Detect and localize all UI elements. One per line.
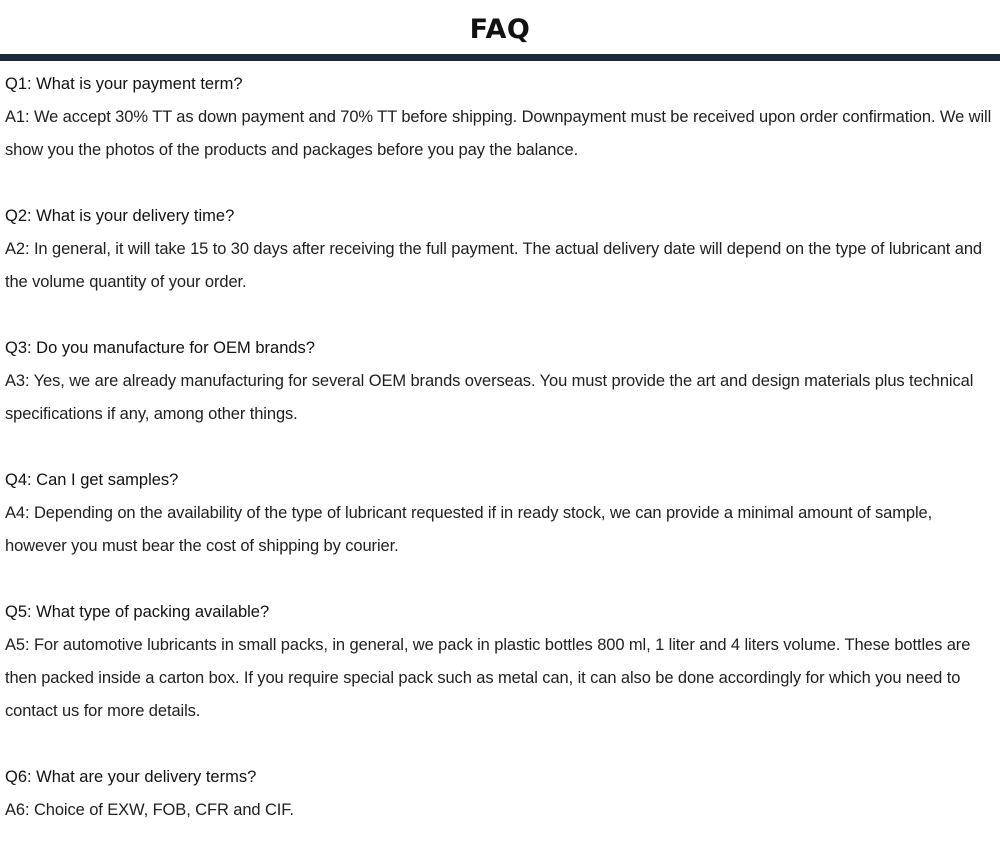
faq-answer: A2: In general, it will take 15 to 30 days after receiving the full payment. The actual delivery date will depend on the type of lubricant and the volume quantity of your order. (5, 240, 983, 291)
faq-question: Q6: What are your delivery terms? (5, 768, 257, 786)
faq-answer: A1: We accept 30% TT as down payment and 70% TT before shipping. Downpayment must be received upon order confirmation. We will show you the photos of the products and packages before you pay the balance. (5, 108, 992, 159)
header-divider (0, 54, 1000, 61)
faq-question: Q4: Can I get samples? (5, 471, 179, 489)
faq-question: Q2: What is your delivery time? (5, 207, 235, 225)
faq-answer: A5: For automotive lubricants in small packs, in general, we pack in plastic bottles 800 ml, 1 liter and 4 liters volume. These bottles are then packed inside a carton box. If you require special pack such as metal can, it can also be done accordingly for which you need to contact us for more details. (5, 636, 971, 720)
faq-item-5 (5, 596, 997, 728)
faq-item-4 (5, 464, 997, 563)
page-header (0, 0, 1000, 62)
faq-item-1 (5, 68, 997, 167)
faq-item-3 (5, 332, 997, 431)
faq-question: Q1: What is your payment term? (5, 75, 243, 93)
faq-answer: A6: Choice of EXW, FOB, CFR and CIF. (5, 801, 294, 819)
page-title: FAQ (469, 14, 531, 45)
faq-list (5, 68, 997, 860)
faq-question: Q5: What type of packing available? (5, 603, 270, 621)
faq-question: Q3: Do you manufacture for OEM brands? (5, 339, 315, 357)
faq-answer: A3: Yes, we are already manufacturing for several OEM brands overseas. You must provide the art and design materials plus technical specifications if any, among other things. (5, 372, 974, 423)
faq-answer: A4: Depending on the availability of the type of lubricant requested if in ready stock, we can provide a minimal amount of sample, however you must bear the cost of shipping by courier. (5, 504, 933, 555)
faq-item-6 (5, 761, 997, 827)
faq-item-2 (5, 200, 997, 299)
